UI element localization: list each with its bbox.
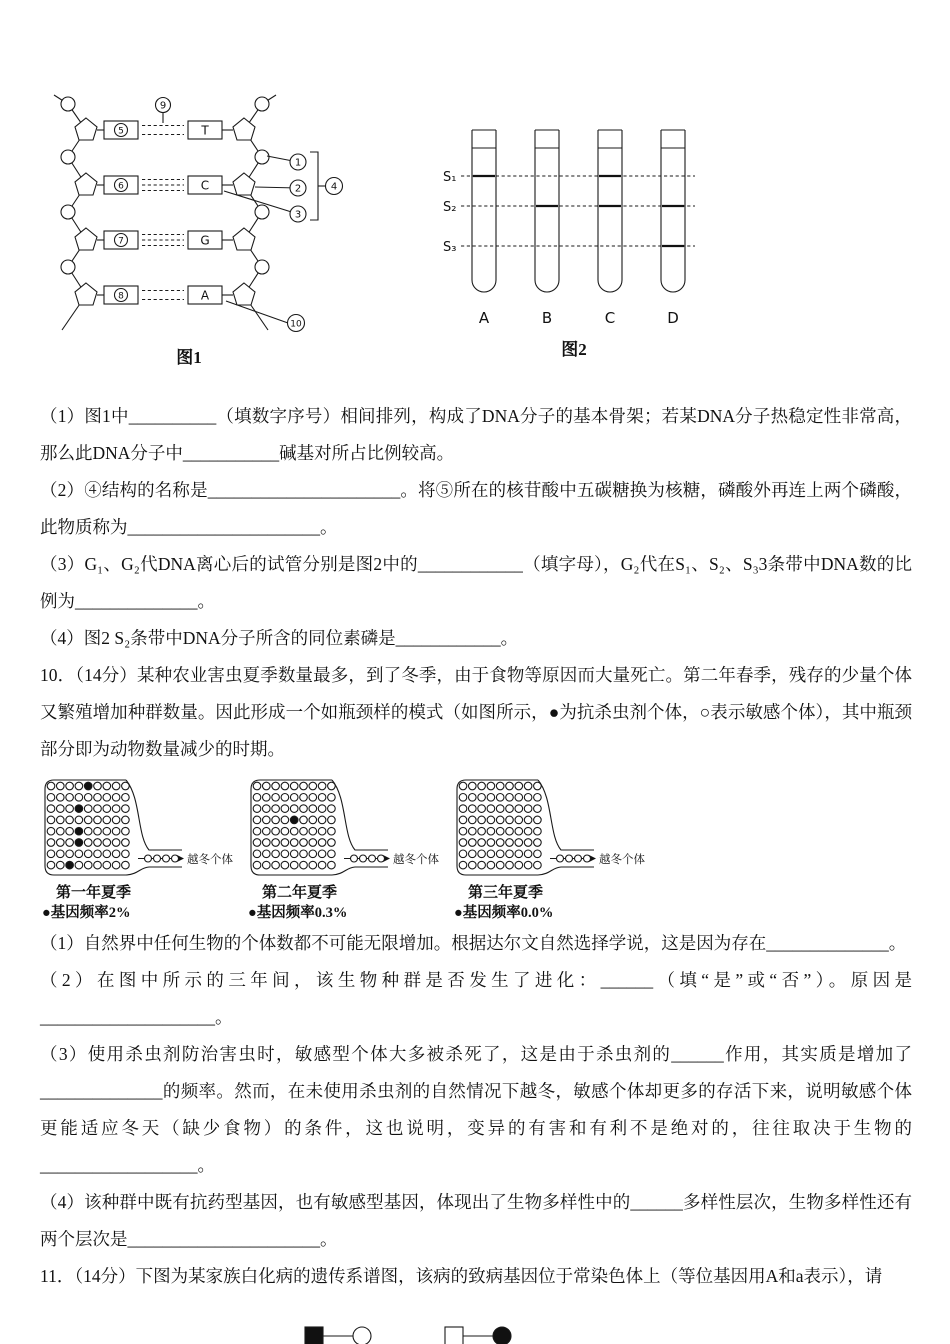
svg-text:越冬个体: 越冬个体 (599, 852, 645, 866)
svg-text:8: 8 (118, 291, 124, 302)
svg-text:越冬个体: 越冬个体 (187, 852, 233, 866)
question-10-intro: 10．（14分）某种农业害虫夏季数量最多，到了冬季，由于食物等原因而大量死亡。第二年春季，残存的少量个体又繁殖增加种群数量。因此形成一个如瓶颈样的模式（如图所示，●为抗杀虫剂个体，○表示敏感个体），其中瓶颈部分即为动物数量减少的时期。 (40, 665, 912, 759)
question-11-intro: 11．（14分）下图为某家族白化病的遗传系谱图，该病的致病基因位于常染色体上（等位基因用A和a表示），请 (40, 1266, 883, 1286)
pedigree-female-normal (353, 1327, 371, 1344)
pedigree-figure-partial (295, 1322, 535, 1344)
population-bottleneck-diagram-year1 (40, 774, 236, 878)
svg-text:D: D (667, 309, 679, 327)
svg-text:S₃: S₃ (443, 240, 457, 255)
question-10-part-2: （2）在图中所示的三年间，该生物种群是否发生了进化：______（填“是”或“否”）。原因是____________________。 (40, 970, 912, 1027)
svg-text:B: B (541, 309, 553, 327)
svg-text:越冬个体: 越冬个体 (393, 852, 439, 866)
season-label: 第三年夏季 (468, 885, 544, 901)
svg-text:A: A (200, 288, 210, 303)
svg-text:T: T (201, 123, 209, 138)
question-9-part-3: （3）G₁、G₂代DNA离心后的试管分别是图2中的____________（填字母），G₂代在S₁、S₂、S₃3条带中DNA数的比例为______________。 (40, 554, 912, 611)
bottleneck-figure (40, 774, 912, 923)
figure-2-caption: 图2 (561, 340, 587, 359)
pedigree-male-normal (445, 1327, 463, 1344)
question-10-part-3: （3）使用杀虫剂防治害虫时，敏感型个体大多被杀死了，这是由于杀虫剂的______作用，其实质是增加了______________的频率。然而，在未使用杀虫剂的自然情况下越冬，敏感个体却更多的存活下来，说明敏感个体更能适应冬天（缺少食物）的条件，这也说明，变异的有害和有利不是绝对的，往往取决于生物的__________________。 (40, 1044, 912, 1175)
svg-text:A: A (478, 309, 490, 327)
bottleneck-panel-year1 (40, 774, 236, 923)
svg-text:5: 5 (118, 126, 124, 137)
svg-text:10: 10 (290, 319, 302, 330)
svg-text:7: 7 (118, 236, 124, 247)
season-label: 第一年夏季 (56, 885, 132, 901)
svg-text:1: 1 (294, 157, 302, 169)
svg-text:S₁: S₁ (443, 170, 457, 185)
figure-1-caption: 图1 (176, 348, 202, 367)
bottleneck-panel-year2 (246, 774, 442, 923)
svg-text:2: 2 (294, 183, 302, 195)
question-9-part-1: （1）图1中__________（填数字序号）相间排列，构成了DNA分子的基本骨架；若某DNA分子热稳定性非常高，那么此DNA分子中___________碱基对所占比例较高。 (40, 406, 912, 463)
gene-frequency-label: ●基因频率0.3% (248, 905, 348, 921)
question-text-area (40, 398, 912, 1295)
population-bottleneck-diagram-year3 (452, 774, 648, 878)
season-label: 第二年夏季 (262, 885, 338, 901)
question-10-part-4: （4）该种群中既有抗药型基因，也有敏感型基因，体现出了生物多样性中的______多样性层次，生物多样性还有两个层次是______________________。 (40, 1192, 912, 1249)
figure-1-block (34, 92, 344, 368)
question-10-part-1: （1）自然界中任何生物的个体数都不可能无限增加。根据达尔文自然选择学说，这是因为存在______________。 (40, 933, 907, 953)
svg-text:3: 3 (294, 209, 302, 221)
question-9-part-2: （2）④结构的名称是______________________。将⑤所在的核苷酸中五碳糖换为核糖，磷酸外再连上两个磷酸，此物质称为______________________。 (40, 480, 912, 537)
population-bottleneck-diagram-year2 (246, 774, 442, 878)
svg-text:G: G (200, 233, 210, 248)
pedigree-female-affected (493, 1327, 511, 1344)
question-9-part-4: （4）图2 S₂条带中DNA分子所含的同位素磷是____________。 (40, 628, 519, 648)
centrifuge-tubes-figure (439, 122, 709, 330)
svg-text:6: 6 (118, 181, 124, 192)
top-figures (34, 92, 709, 368)
svg-text:C: C (604, 309, 616, 327)
pedigree-male-affected (305, 1327, 323, 1344)
gene-frequency-label: ●基因频率2% (42, 905, 131, 921)
svg-text:4: 4 (330, 181, 338, 193)
gene-frequency-label: ●基因频率0.0% (454, 905, 554, 921)
figure-2-block (439, 122, 709, 360)
svg-text:9: 9 (159, 100, 167, 112)
bottleneck-panel-year3 (452, 774, 648, 923)
dna-structure-figure (34, 92, 344, 338)
svg-text:S₂: S₂ (443, 200, 457, 215)
svg-text:C: C (200, 178, 210, 193)
